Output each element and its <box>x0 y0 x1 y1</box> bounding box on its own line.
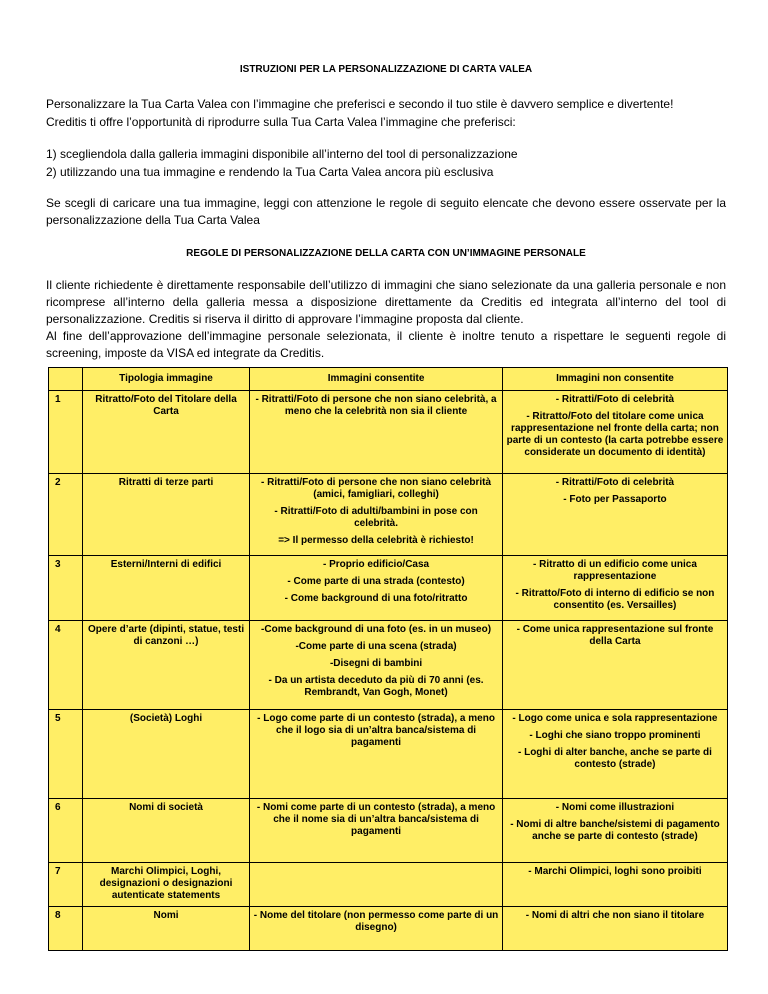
allowed-images-item: - Proprio edificio/Casa <box>322 559 430 570</box>
header-allowed: Immagini consentite <box>250 368 503 391</box>
allowed-images-item: - Come background di una foto/ritratto <box>284 593 468 604</box>
allowed-images <box>250 863 503 907</box>
allowed-images <box>250 621 503 710</box>
row-number: 6 <box>49 799 83 863</box>
options-list <box>46 145 726 181</box>
allowed-images-item: - Nomi come parte di un contesto (strada), a meno che il nome sia di un’altra banca/sistema di pagamenti <box>256 802 496 837</box>
image-type: Opere d’arte (dipinti, statue, testi di canzoni …) <box>82 621 249 710</box>
denied-images <box>502 863 727 907</box>
allowed-images-item: => Il permesso della celebrità è richiesto! <box>278 535 474 546</box>
rules-table <box>48 367 728 951</box>
denied-images-item: - Ritratti/Foto di celebrità <box>555 477 675 488</box>
table-row <box>49 710 728 799</box>
table-row <box>49 863 728 907</box>
header-number <box>49 368 83 391</box>
allowed-images-item: - Come parte di una strada (contesto) <box>287 576 465 587</box>
allowed-images <box>250 474 503 556</box>
allowed-images-item: -Come background di una foto (es. in un museo) <box>261 624 492 635</box>
document-page <box>46 0 726 362</box>
allowed-images-item: -Disegni di bambini <box>329 658 423 669</box>
image-type: (Società) Loghi <box>82 710 249 799</box>
table-row <box>49 907 728 951</box>
image-type: Esterni/Interni di edifici <box>82 556 249 621</box>
intro-line-2: Creditis ti offre l’opportunità di riprodurre sulla Tua Carta Valea l’immagine che preferisci: <box>46 115 516 129</box>
denied-images <box>502 907 727 951</box>
row-number: 4 <box>49 621 83 710</box>
denied-images-item: - Loghi di alter banche, anche se parte di contesto (strade) <box>517 747 712 770</box>
row-number: 2 <box>49 474 83 556</box>
allowed-images <box>250 391 503 474</box>
denied-images-item: - Ritratto/Foto di interno di edificio se non consentito (es. Versailles) <box>515 588 715 611</box>
row-number: 8 <box>49 907 83 951</box>
row-number: 7 <box>49 863 83 907</box>
image-type: Ritratti di terze parti <box>82 474 249 556</box>
rules-text <box>46 277 726 362</box>
allowed-images-item: - Ritratti/Foto di persone che non siano celebrità (amici, famigliari, colleghi) <box>261 477 492 500</box>
denied-images-item: - Nomi di altre banche/sistemi di pagamento anche se parte di contesto (strade) <box>510 819 720 842</box>
upload-note: Se scegli di caricare una tua immagine, leggi con attenzione le regole di seguito elencate che devono essere osservate per la personalizzazione della Tua Carta Valea <box>46 196 726 227</box>
denied-images-item: - Marchi Olimpici, loghi sono proibiti <box>528 866 702 877</box>
option-own-image: 2) utilizzando una tua immagine e rendendo la Tua Carta Valea ancora più esclusiva <box>46 165 494 179</box>
image-type: Nomi <box>82 907 249 951</box>
denied-images-item: - Loghi che siano troppo prominenti <box>529 730 701 741</box>
allowed-images-item: -Come parte di una scena (strada) <box>295 641 457 652</box>
allowed-images-item: - Da un artista deceduto da più di 70 anni (es. Rembrandt, Van Gogh, Monet) <box>268 675 484 698</box>
denied-images <box>502 621 727 710</box>
header-denied: Immagini non consentite <box>502 368 727 391</box>
intro-line-1: Personalizzare la Tua Carta Valea con l’immagine che preferisci e secondo il tuo stile è davvero semplice e divertente! <box>46 97 674 111</box>
allowed-images <box>250 907 503 951</box>
allowed-images-item: - Ritratti/Foto di adulti/bambini in pose con celebrità. <box>274 506 478 529</box>
denied-images <box>502 474 727 556</box>
table-row <box>49 474 728 556</box>
allowed-images <box>250 710 503 799</box>
denied-images <box>502 799 727 863</box>
image-type: Marchi Olimpici, Loghi, designazioni o designazioni autenticate statements <box>82 863 249 907</box>
table-body <box>49 391 728 951</box>
row-number: 3 <box>49 556 83 621</box>
allowed-images-item: - Ritratti/Foto di persone che non siano celebrità, a meno che la celebrità non sia il cliente <box>255 394 497 417</box>
denied-images <box>502 391 727 474</box>
page-title: ISTRUZIONI PER LA PERSONALIZZAZIONE DI CARTA VALEA <box>239 64 533 75</box>
row-number: 5 <box>49 710 83 799</box>
table-row <box>49 799 728 863</box>
denied-images-item: - Foto per Passaporto <box>563 494 667 505</box>
denied-images-item: - Ritratto/Foto del titolare come unica rappresentazione nel fronte della carta; non parte di un contesto (la carta potrebbe essere considerate un documento di identità) <box>506 411 724 458</box>
denied-images <box>502 710 727 799</box>
denied-images-item: - Nomi come illustrazioni <box>555 802 675 813</box>
header-type: Tipologia immagine <box>82 368 249 391</box>
table-header-row <box>49 368 728 391</box>
rules-paragraph-2: Al fine dell’approvazione dell’immagine personale selezionata, il cliente è inoltre tenuto a rispettare le seguenti regole di screening, imposte da VISA ed integrate da Creditis. <box>46 329 726 360</box>
image-type: Ritratto/Foto del Titolare della Carta <box>82 391 249 474</box>
allowed-images <box>250 799 503 863</box>
intro-text <box>46 95 726 131</box>
table-row <box>49 556 728 621</box>
rules-paragraph-1: Il cliente richiedente è direttamente responsabile dell’utilizzo di immagini che siano selezionate da una galleria personale e non ricomprese all’interno della galleria messa a disposizione direttamente da Creditis ed integrata all’interno del tool di personalizzazione. Creditis si riserva il diritto di approvare l’immagine proposta dal cliente. <box>46 278 726 326</box>
option-gallery: 1) scegliendola dalla galleria immagini disponibile all’interno del tool di personalizzazione <box>46 147 518 161</box>
denied-images-item: - Logo come unica e sola rappresentazione <box>512 713 718 724</box>
image-type: Nomi di società <box>82 799 249 863</box>
rules-title: REGOLE DI PERSONALIZZAZIONE DELLA CARTA CON UN’IMMAGINE PERSONALE <box>186 248 586 259</box>
denied-images-item: - Nomi di altri che non siano il titolare <box>525 910 705 921</box>
denied-images-item: - Ritratto di un edificio come unica rappresentazione <box>533 559 697 582</box>
denied-images-item: - Ritratti/Foto di celebrità <box>555 394 675 405</box>
allowed-images <box>250 556 503 621</box>
denied-images <box>502 556 727 621</box>
allowed-images-item: - Nome del titolare (non permesso come parte di un disegno) <box>253 910 499 933</box>
table-row <box>49 391 728 474</box>
denied-images-item: - Come unica rappresentazione sul fronte della Carta <box>516 624 714 647</box>
table-row <box>49 621 728 710</box>
row-number: 1 <box>49 391 83 474</box>
allowed-images-item: - Logo come parte di un contesto (strada), a meno che il logo sia di un’altra banca/sistema di pagamenti <box>257 713 495 748</box>
